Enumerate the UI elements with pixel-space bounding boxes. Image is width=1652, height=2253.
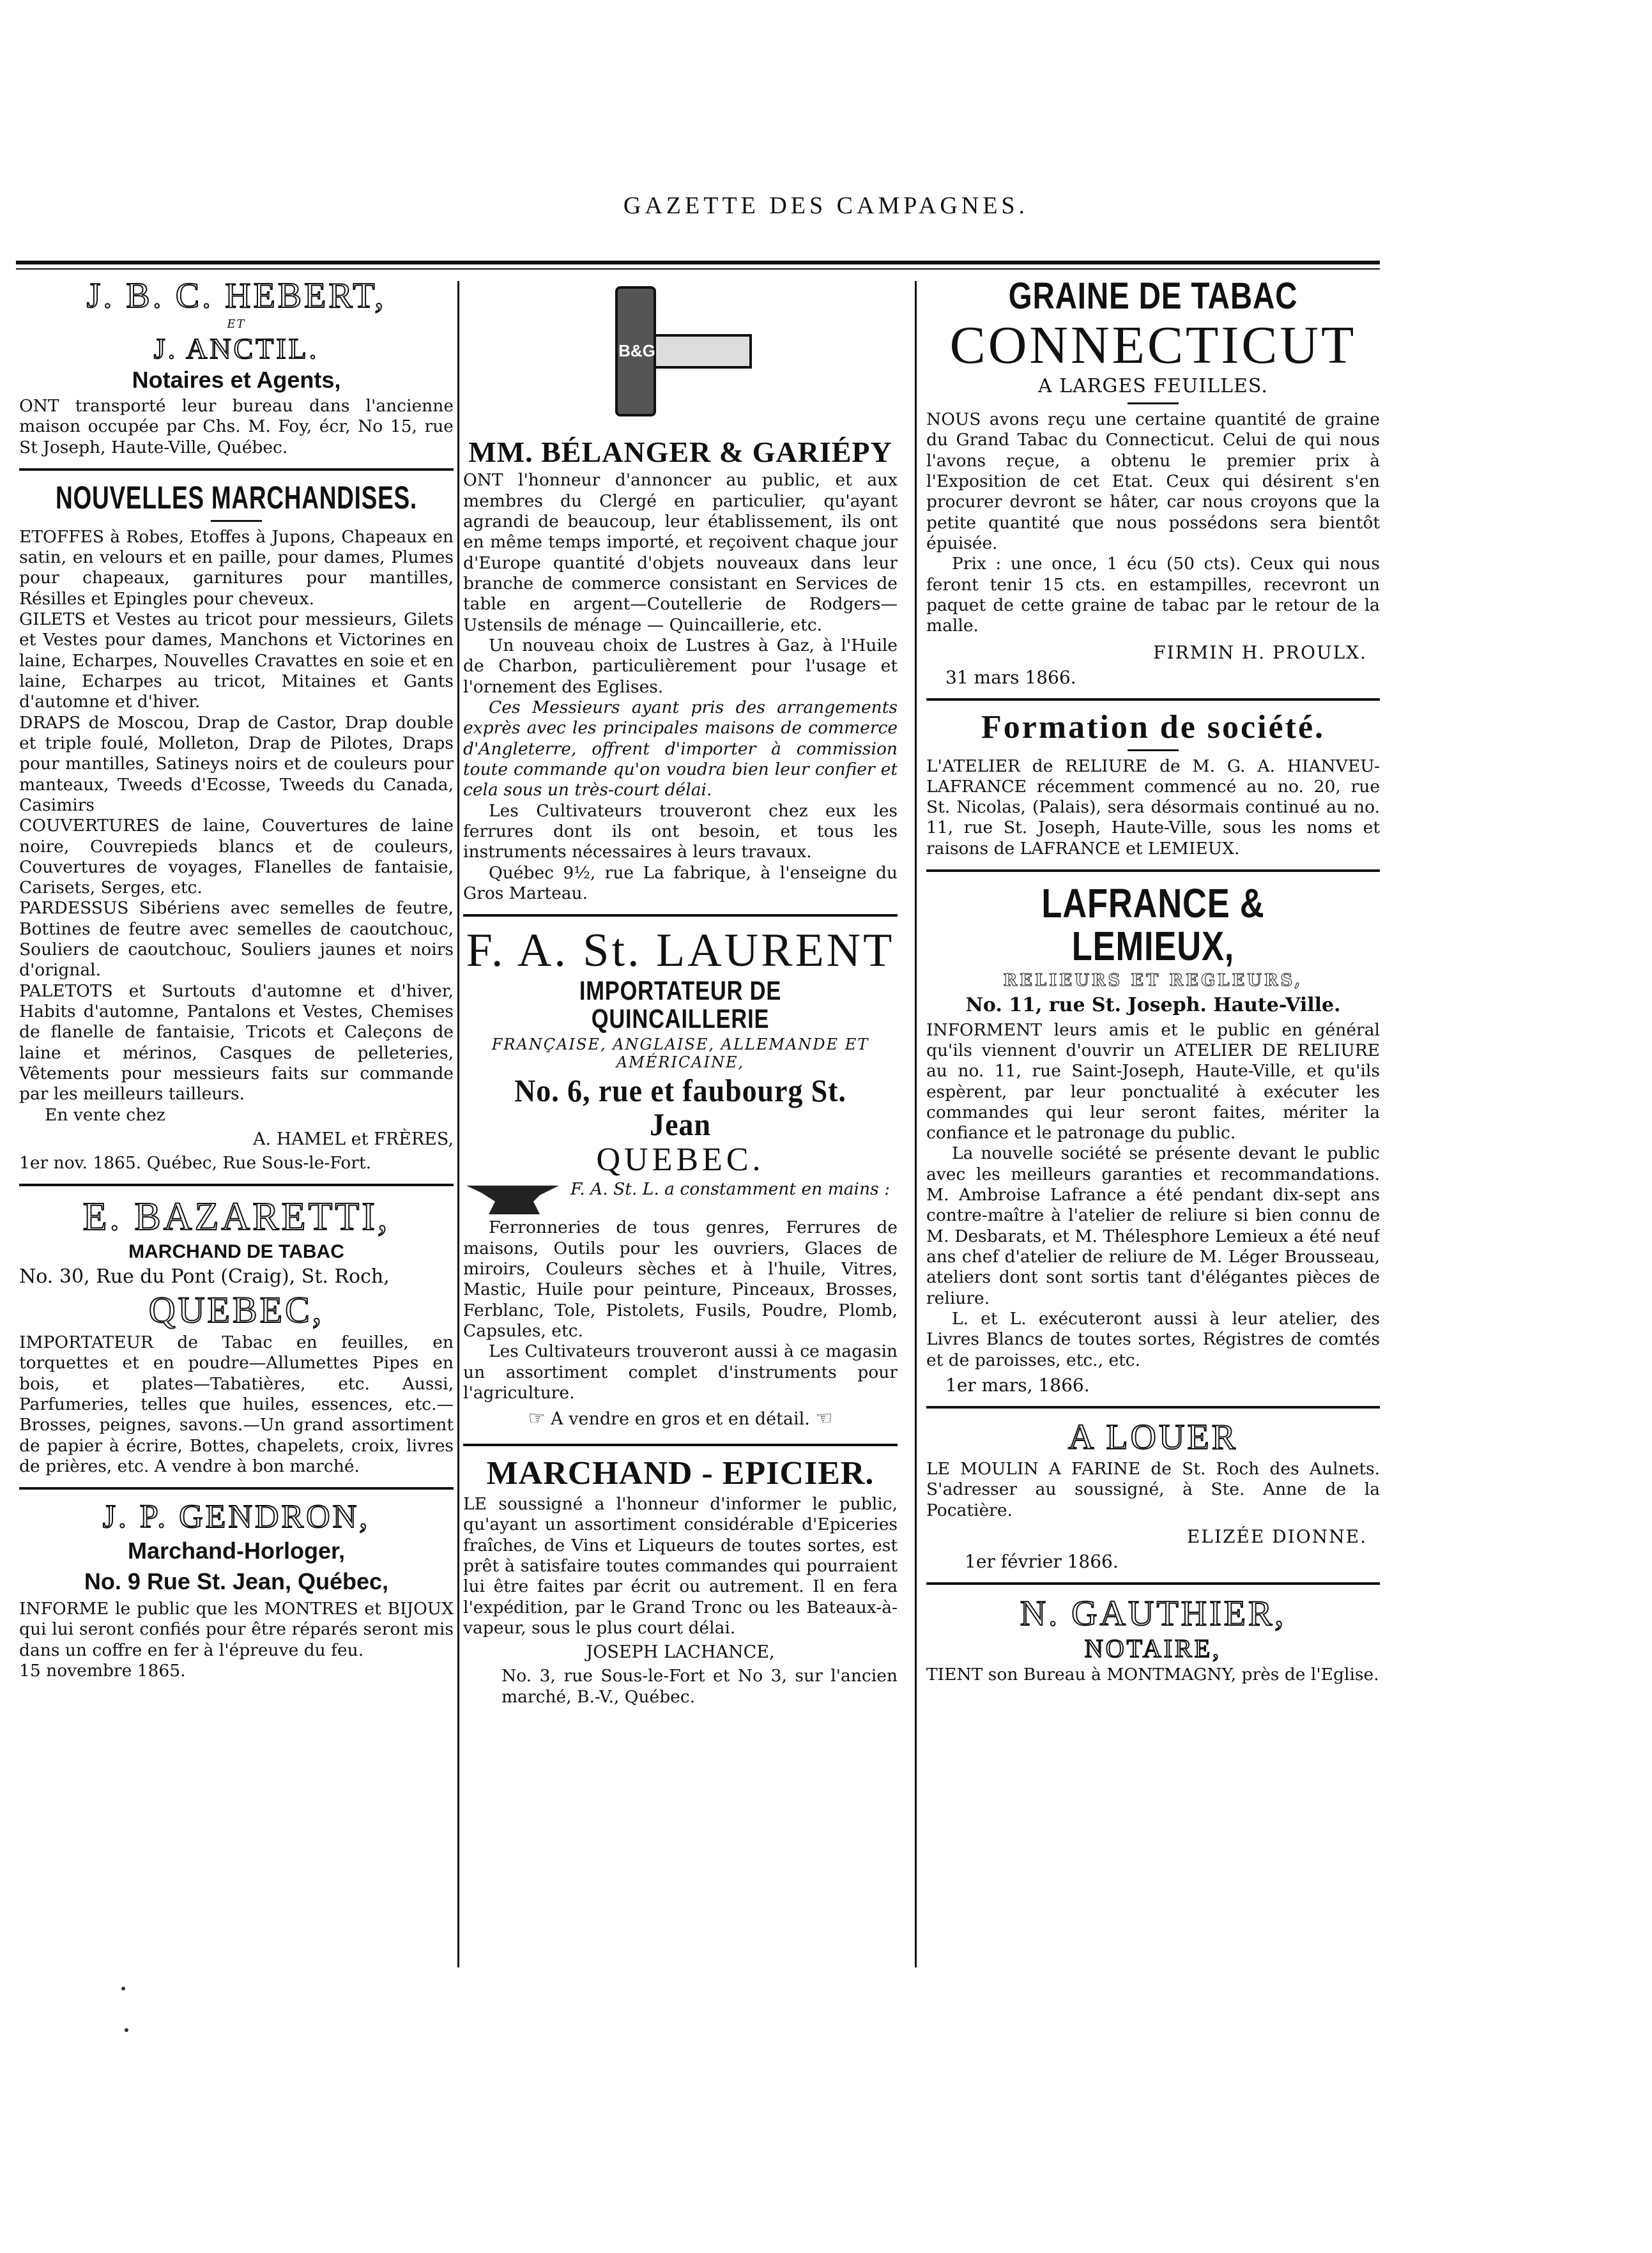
divider [211, 520, 262, 522]
ad-signer: ELIZÉE DIONNE. [1186, 1525, 1367, 1547]
ad-paragraph: NOUS avons reçu une certaine quantité de graine du Grand Tabac du Connecticut. Celui de qui nous l'avons reçue, a obtenu le premier prix à l'Exposition de cet Etat. Ceux qui désirent s'en procurer devront se hâter, car nous croyons que la petite quantité que nous possédons sera bientôt épuisée. [926, 409, 1380, 553]
ad-paragraph: Un nouveau choix de Lustres à Gaz, à l'Huile de Charbon, particulièrement pour l'usage et l'ornement des Eglises. [463, 635, 898, 697]
ad-title: N. GAUTHIER, [1020, 1593, 1287, 1633]
ad-gauthier [926, 1595, 1380, 1695]
ad-title-2: J. ANCTIL. [153, 332, 319, 365]
ad-title: Formation de société. [981, 708, 1326, 745]
divider [1128, 749, 1179, 751]
masthead-rule-thick [16, 261, 1380, 264]
page-title: GAZETTE DES CAMPAGNES. [623, 192, 1029, 219]
ad-subtitle: A LARGES FEUILLES. [1038, 374, 1268, 397]
ad-title: GRAINE DE TABAC [1008, 275, 1298, 317]
ad-paragraph: PARDESSUS Sibériens avec semelles de feutre, Bottines de feutre avec semelles de caoutchouc, Souliers de caoutchouc, Souliers jaunes et noirs d'orignal. [19, 898, 454, 981]
ad-signer: FIRMIN H. PROULX. [1153, 641, 1367, 663]
ad-paragraph: COUVERTURES de laine, Couvertures de laine noire, Couvrepieds blancs et de couleurs, Couvertures de voyages, Flanelles de fantaisie, Carisets, Serges, etc. [19, 816, 454, 898]
ad-paragraph: Prix : une once, 1 écu (50 cts). Ceux qui nous feront tenir 15 cts. en estampilles, recevront un paquet de cette graine de tabac par le retour de la malle. [926, 554, 1380, 636]
ad-st-laurent [463, 924, 898, 1446]
ad-paragraph: INFORMENT leurs amis et le public en général qu'ils viennent d'ouvrir un ATELIER DE RELIURE au no. 11, rue Saint-Joseph, Haute-Ville, et qu'ils espèrent, par leur ponctualité à exécuter les commandes qui leur seront faites, mériter la confiance et le patronage du public. [926, 1020, 1380, 1143]
ad-seller: A. HAMEL et FRÈRES, [253, 1129, 454, 1150]
ad-body: L'ATELIER de RELIURE de M. G. A. HIANVEU-LAFRANCE récemment commencé au no. 20, rue St. Nicolas, (Palais), sera désormais continué au no. 11, rue St. Joseph, Haute-Ville, sous les noms et raisons de LAFRANCE et LEMIEUX. [926, 756, 1380, 859]
column-rule-2 [915, 281, 917, 1967]
ad-subtitle: IMPORTATEUR DE QUINCAILLERIE [579, 975, 782, 1034]
ad-sale-line [463, 1407, 898, 1430]
anvil-icon [463, 1179, 565, 1218]
ad-paragraph: Ces Messieurs ayant pris des arrangements exprès avec les principales maisons de commerce d'Angleterre, offrent d'importer à commission toute commande qu'on voudra bien leur confier et cela sous un très-court délai. [463, 697, 898, 800]
masthead-rule-thin [16, 268, 1380, 270]
ad-title: A LOUER [1068, 1417, 1238, 1458]
ad-date: 15 novembre 1865. [19, 1660, 186, 1681]
ad-paragraph: Ferronneries de tous genres, Ferrures de maisons, Outils pour les ouvriers, Glaces de miroirs, Couleurs sèches et à l'huile, Vitres, Mastic, Huile pour peinture, Pinceaux, Brosses, Ferblanc, Tole, Pistolets, Fusils, Poudre, Plomb, Capsules, etc. [463, 1218, 898, 1341]
ad-hebert [19, 277, 454, 471]
ad-dateline: 1er nov. 1865. Québec, Rue Sous-le-Fort. [19, 1153, 372, 1173]
column-rule-1 [457, 281, 459, 1967]
ad-signer: JOSEPH LACHANCE, [586, 1642, 775, 1663]
ad-title: E. BAZARETTI, [82, 1195, 390, 1239]
ad-paragraph: GILETS et Vestes au tricot pour messieurs, Gilets et Vestes pour dames, Manchons et Victorines en laine, Echarpes, Nouvelles Cravattes en soie et en laine, Echarpes au tricot, Mitaines et Gants d'automne et d'hiver. [19, 609, 454, 712]
ad-sale-note: En vente chez [45, 1104, 165, 1125]
ad-title-2: CONNECTICUT [949, 315, 1357, 375]
ad-body: IMPORTATEUR de Tabac en feuilles, en torquettes et en poudre—Allumettes Pipes en bois, et plates—Tabatières, etc. Aussi, Parfumeries, telles que huiles, essences, etc.—Brosses, peignes, savons.—Un grand assortiment de papier à écrire, Bottes, chapelets, croix, livres de prières, etc. A vendre à bon marché. [19, 1333, 454, 1476]
ad-address: No. 30, Rue du Pont (Craig), St. Roch, [19, 1265, 390, 1288]
ad-paragraph: DRAPS de Moscou, Drap de Castor, Drap double et triple foulé, Molleton, Drap de Pilotes, Draps pour mantilles, Satineys noirs et de couleurs pour manteaux, Tweeds d'Ecosse, Tweeds du Canada, Casimirs [19, 712, 454, 815]
ad-address: No. 6, rue et faubourg St. Jean [514, 1073, 846, 1142]
ad-subtitle: Notaires et Agents, [132, 367, 341, 393]
ad-title: MM. BÉLANGER & GARIÉPY [468, 436, 892, 468]
ad-lafrance-lemieux [926, 882, 1380, 1409]
ad-nouvelles-marchandises [19, 481, 454, 1186]
ad-body: LE soussigné a l'honneur d'informer le public, qu'ayant un assortiment considérable d'Epiceries fraîches, de Vins et Liqueurs de toutes sortes, est prêt à satisfaire toutes commandes qui pourraient lui être faites par écrit ou autrement. Il en fera l'expédition, par le Grand Tronc ou les Bateaux-à-vapeur, sous le plus court délai. [463, 1493, 898, 1638]
ad-address: No. 9 Rue St. Jean, Québec, [84, 1568, 389, 1594]
ad-subtitle: MARCHAND DE TABAC [128, 1241, 344, 1262]
ad-subtitle: Marchand-Horloger, [127, 1537, 346, 1564]
ad-paragraph: ONT l'honneur d'annoncer au public, et aux membres du Clergé en particulier, qu'ayant agrandi de beaucoup, leur établissement, ils ont en même temps importé, et reçoivent chaque jour d'Europe quantité d'objets nouveaux dans leur branche de commerce consistant en Services de table en argent—Coutellerie de Rodgers—Ustensils de ménage — Quincaillerie, etc. [463, 470, 898, 635]
ad-date: 31 mars 1866. [945, 666, 1076, 688]
ad-title: J. P. GENDRON, [102, 1499, 371, 1536]
ad-title: F. A. St. LAURENT [466, 924, 895, 977]
scan-speck [125, 2028, 128, 2032]
ad-body: ONT transporté leur bureau dans l'ancienne maison occupée par Chs. M. Foy, écr, No 15, rue St Joseph, Haute-Ville, Québec. [19, 396, 454, 457]
ad-title: J. B. C. HEBERT, [86, 276, 386, 316]
ad-conjunction: ET [227, 317, 246, 331]
ad-body: TIENT son Bureau à MONTMAGNY, près de l'Eglise. [926, 1664, 1379, 1684]
ad-subtitle: RELIEURS ET REGLEURS, [1003, 970, 1303, 990]
ad-marchand-epicier [463, 1456, 898, 1718]
ad-date: 1er mars, 1866. [945, 1375, 1090, 1396]
ad-sale-text: A vendre en gros et en détail. [551, 1409, 810, 1430]
ad-languages: FRANÇAISE, ANGLAISE, ALLEMANDE ET AMÉRICAINE, [491, 1035, 869, 1072]
ad-subtitle: NOTAIRE, [1084, 1633, 1222, 1663]
divider [1128, 402, 1179, 404]
ad-city: QUEBEC. [596, 1142, 765, 1179]
ad-date: 1er février 1866. [965, 1550, 1119, 1572]
ad-address: No. 11, rue St. Joseph. Haute-Ville. [965, 993, 1341, 1016]
hammer-label: B&G [618, 341, 655, 360]
ad-body: INFORME le public que les MONTRES et BIJOUX qui lui seront confiés pour être réparés seront mis dans un coffre en fer à l'épreuve du feu. [19, 1598, 454, 1660]
ad-paragraph: ETOFFES à Robes, Etoffes à Jupons, Chapeaux en satin, en velours et en paille, pour dames, Plumes pour chapeaux, garnitures pour mantilles, Résilles et Epingles pour cheveux. [19, 526, 454, 609]
column-1 [19, 275, 454, 1702]
ad-graine-tabac [926, 277, 1380, 701]
ad-bazaretti [19, 1196, 454, 1490]
ad-paragraph: L. et L. exécuteront aussi à leur atelier, des Livres Blancs de toutes sortes, Régistres de comtés et de paroisses, etc., etc. [926, 1309, 1380, 1370]
ad-address: Québec 9½, rue La fabrique, à l'enseigne du Gros Marteau. [463, 862, 898, 903]
ad-title: NOUVELLES MARCHANDISES. [56, 480, 417, 516]
ad-paragraph: Les Cultivateurs trouveront aussi à ce magasin un assortiment complet d'instruments pour l'agriculture. [463, 1341, 898, 1403]
anvil-lead [463, 1179, 898, 1218]
ad-belanger-gariepy [463, 275, 898, 917]
ad-paragraph: PALETOTS et Surtouts d'automne et d'hiver, Habits d'automne, Pantalons et Vestes, Chemises de flanelle de fantaisie, Tricots et Caleçons de laine et mérinos, Casques de pelleteries, Vêtements pour messieurs faits sur commande par les meilleurs tailleurs. [19, 981, 454, 1104]
scan-speck [121, 1987, 125, 1990]
ad-formation-societe [926, 708, 1380, 873]
hammer-icon [604, 275, 757, 428]
hammer-illustration [463, 275, 898, 434]
column-3 [926, 275, 1380, 1706]
ad-body: LE MOULIN A FARINE de St. Roch des Aulnets. S'adresser au soussigné, à Ste. Anne de la Pocatière. [926, 1458, 1380, 1520]
ad-lead: F. A. St. L. a constamment en mains : [570, 1179, 890, 1200]
pointing-hand-icon: ☜ [815, 1407, 833, 1430]
ad-paragraph: La nouvelle société se présente devant le public avec les meilleurs garanties et recommandations. M. Ambroise Lafrance a été pendant dix-sept ans contre-maître à l'atelier de reliure si bien connu de M. Desbarats, et M. Thélesphore Lemieux a été neuf ans chef d'atelier de reliure de M. Léger Brousseau, ateliers dont sont sortis tant d'élégantes pièces de reliure. [926, 1143, 1380, 1308]
ad-gendron [19, 1500, 454, 1692]
ad-address: No. 3, rue Sous-le-Fort et No 3, sur l'ancien marché, B.-V., Québec. [501, 1666, 898, 1707]
ad-title: MARCHAND - EPICIER. [486, 1455, 875, 1492]
ad-city: QUEBEC, [148, 1289, 325, 1331]
column-2 [463, 275, 898, 1728]
ad-a-louer [926, 1419, 1380, 1585]
ad-title: LAFRANCE & LEMIEUX, [1041, 880, 1265, 970]
pointing-hand-icon: ☞ [528, 1407, 546, 1430]
ad-paragraph: Les Cultivateurs trouveront chez eux les ferrures dont ils ont besoin, et tous les instruments nécessaires à leurs travaux. [463, 800, 898, 862]
